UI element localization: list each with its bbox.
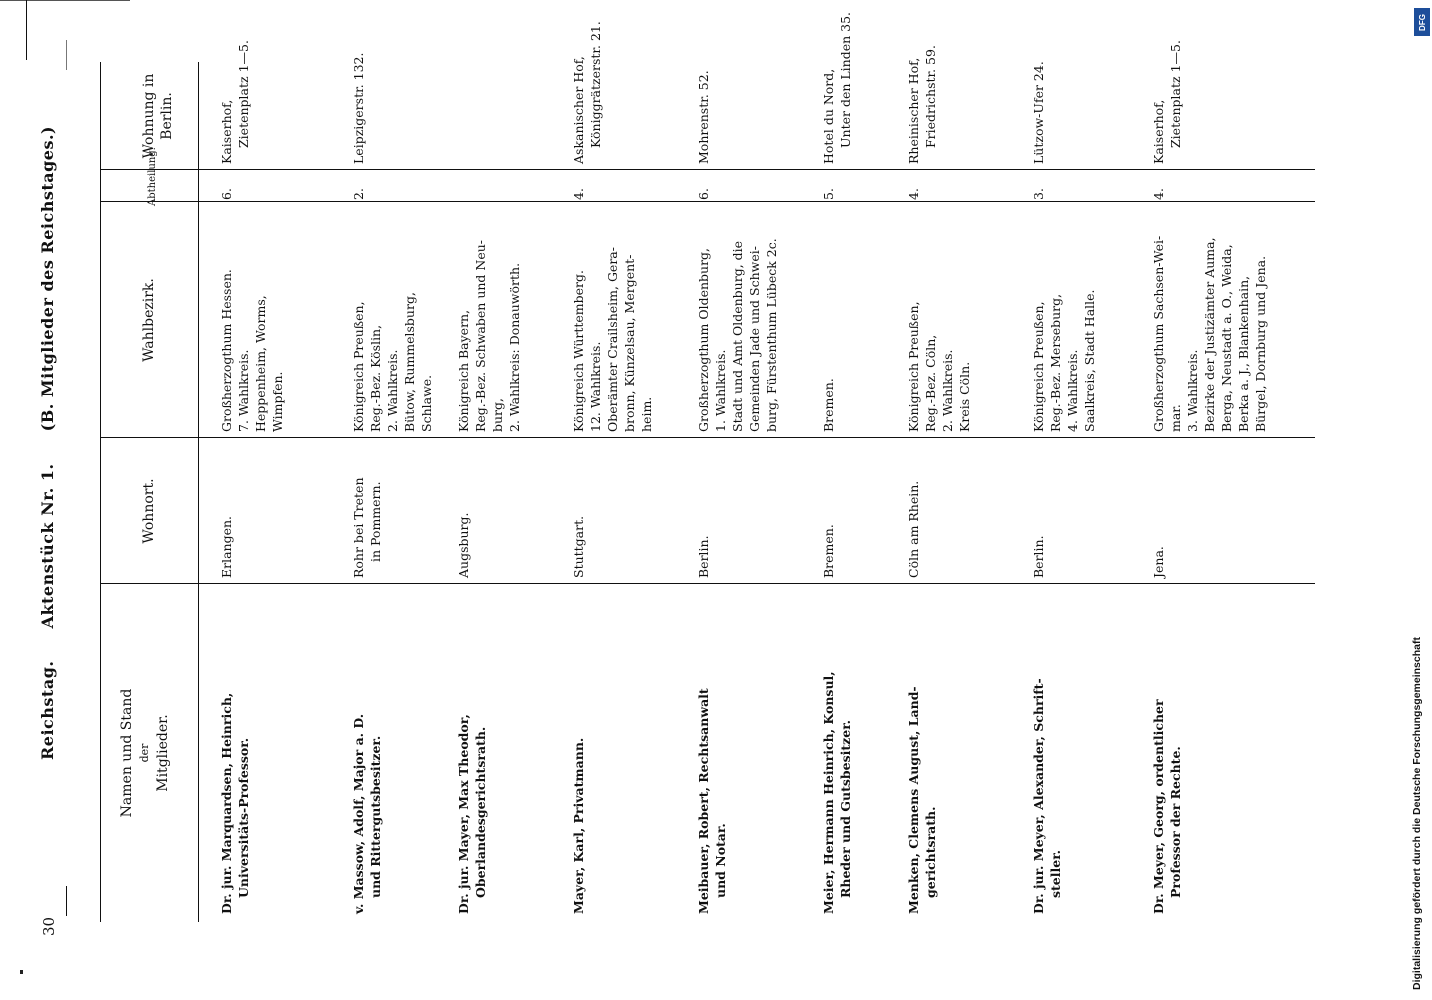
cell-line: Zietenplatz 1—5. xyxy=(236,40,251,148)
cell-line: Rheinischer Hof, xyxy=(906,57,921,164)
cell-residence xyxy=(218,440,235,578)
cell-line: Berlin. xyxy=(696,535,711,578)
table-top-rule xyxy=(100,62,101,922)
cell-line: 1. Wahlkreis. xyxy=(713,349,728,432)
cell-line: Meier, Hermann Heinrich, Konsul, xyxy=(821,671,836,914)
members-table xyxy=(100,11,1315,922)
cell-residence xyxy=(820,440,837,578)
cell-residence xyxy=(350,440,384,578)
cell-line: Leipzigerstr. 132. xyxy=(351,52,366,164)
cell-district xyxy=(350,206,435,432)
cell-line: Berka a. J., Blankenhain, xyxy=(1236,275,1251,432)
cell-line: 2. Wahlkreis. xyxy=(940,349,955,432)
cell-residence xyxy=(1030,440,1047,578)
cell-line: Schlawe. xyxy=(419,374,434,432)
cell-line: Dr. Meyer, Georg, ordentlicher xyxy=(1151,699,1166,914)
cell-line: Zietenplatz 1—5. xyxy=(1168,40,1183,148)
running-header xyxy=(38,100,57,760)
cell-line: Oberämter Crailsheim, Gera- xyxy=(605,247,620,432)
cell-line: 2. Wahlkreis. xyxy=(385,349,400,432)
cell-name xyxy=(455,588,489,914)
header-rule-right xyxy=(26,0,27,60)
cell-residence xyxy=(695,440,712,578)
cell-line: Augsburg. xyxy=(456,512,471,578)
column-header-district: Wahlbezirk. xyxy=(141,278,157,362)
column-header-line: Mitglieder. xyxy=(155,714,171,792)
cell-district xyxy=(1150,206,1269,432)
cell-line: Königgrätzerstr. 21. xyxy=(588,21,603,148)
table-header-rule xyxy=(198,62,199,922)
cell-line: mar. xyxy=(1168,404,1183,432)
dfg-logo xyxy=(1414,8,1430,36)
cell-berlin xyxy=(695,64,712,164)
cell-line: Hotel du Nord, xyxy=(821,68,836,164)
cell-line: Professor der Rechte. xyxy=(1168,746,1183,898)
cell-line: Königreich Bayern, xyxy=(456,309,471,432)
cell-name xyxy=(350,588,384,914)
header-rule-left xyxy=(66,886,67,916)
cell-line: und Notar. xyxy=(713,823,728,898)
cell-line: 6. xyxy=(219,188,234,200)
cell-order xyxy=(1150,172,1167,200)
cell-line: Stadt und Amt Oldenburg, die xyxy=(730,240,745,432)
cell-line: bronn, Künzelsau, Mergent- xyxy=(622,254,637,432)
header-left: Reichstag. xyxy=(38,660,57,760)
cell-berlin xyxy=(350,52,367,164)
cell-line: burg, Fürstenthum Lübeck 2c. xyxy=(764,238,779,432)
cell-district xyxy=(455,206,523,432)
cell-district xyxy=(820,206,837,432)
column-header-order: Abtheilung. xyxy=(147,147,158,206)
cell-line: Oberlandesgerichtsrath. xyxy=(473,726,488,898)
cell-order xyxy=(350,172,367,200)
cell-line: Stuttgart. xyxy=(571,515,586,578)
cell-order xyxy=(218,172,235,200)
cell-line: Kaiserhof, xyxy=(219,99,234,164)
cell-line: Heppenheim, Worms, xyxy=(253,295,268,432)
cell-line: Meibauer, Robert, Rechtsanwalt xyxy=(696,688,711,914)
cell-line: Reg.-Bez. Merseburg, xyxy=(1048,293,1063,432)
cell-line: Königreich Preußen, xyxy=(351,301,366,432)
cell-line: Jena. xyxy=(1151,546,1166,578)
cell-line: Reg.-Bez. Schwaben und Neu- xyxy=(473,240,488,432)
header-right: (B. Mitglieder des Reichstages.) xyxy=(38,125,57,432)
cell-line: Großherzogthum Sachsen-Wei- xyxy=(1151,235,1166,432)
cell-residence xyxy=(905,440,922,578)
cell-line: Königreich Preußen, xyxy=(1031,301,1046,432)
cell-line: gerichtsrath. xyxy=(923,806,938,898)
cell-line: Königreich Preußen, xyxy=(906,301,921,432)
column-divider xyxy=(100,437,1315,438)
cell-line: Menken, Clemens August, Land- xyxy=(906,686,921,914)
column-divider xyxy=(100,201,1315,202)
cell-line: Bremen. xyxy=(821,378,836,432)
cell-line: Askanischer Hof, xyxy=(571,56,586,164)
cell-residence xyxy=(455,440,472,578)
cell-line: Bürgel, Dornburg und Jena. xyxy=(1253,255,1268,432)
cell-berlin xyxy=(218,40,252,164)
cell-name xyxy=(1030,588,1064,914)
column-header-line: der xyxy=(138,743,151,763)
column-divider xyxy=(100,169,1315,170)
cell-district xyxy=(695,206,780,432)
cell-line: heim. xyxy=(639,396,654,432)
cell-line: Königreich Württemberg. xyxy=(571,270,586,432)
cell-line: Reg.-Bez. Köslin, xyxy=(368,324,383,432)
cell-line: 4. Wahlkreis. xyxy=(1065,349,1080,432)
cell-line: Friedrichstr. 59. xyxy=(923,45,938,148)
cell-line: 4. xyxy=(1151,188,1166,200)
cell-line: 3. xyxy=(1031,188,1046,200)
cell-line: Erlangen. xyxy=(219,515,234,578)
cell-line: v. Massow, Adolf, Major a. D. xyxy=(351,713,366,914)
cell-line: Reg.-Bez. Cöln, xyxy=(923,334,938,432)
cell-line: Gemeinden Jade und Schwei- xyxy=(747,246,762,432)
cell-order xyxy=(695,172,712,200)
cell-line: Wimpfen. xyxy=(270,371,285,432)
cell-line: Großherzogthum Oldenburg, xyxy=(696,247,711,432)
column-header-berlin: Wohnung in Berlin. xyxy=(141,73,175,159)
column-header-line: Namen und Stand xyxy=(119,688,135,818)
cell-line: 4. xyxy=(906,188,921,200)
cell-line: Saalkreis, Stadt Halle. xyxy=(1082,289,1097,432)
cell-line: 2. Wahlkreis: Donauwörth. xyxy=(507,262,522,432)
header-middle: Aktenstück Nr. 1. xyxy=(38,463,57,629)
cell-name xyxy=(820,588,854,914)
cell-line: Universitäts-Professor. xyxy=(236,737,251,898)
cell-line: Unter den Linden 35. xyxy=(838,11,853,148)
cell-line: 6. xyxy=(696,188,711,200)
funding-notice: Digitalisierung gefördert durch die Deutsche Forschungsgemeinschaft xyxy=(1411,637,1423,990)
cell-line: steller. xyxy=(1048,849,1063,898)
cell-line: Rheder und Gutsbesitzer. xyxy=(838,720,853,898)
cell-district xyxy=(1030,206,1098,432)
cell-order xyxy=(570,172,587,200)
cell-line: Cöln am Rhein. xyxy=(906,480,921,578)
cell-district xyxy=(570,206,655,432)
cell-line: 7. Wahlkreis. xyxy=(236,349,251,432)
cell-district xyxy=(905,206,973,432)
cell-name xyxy=(218,588,252,914)
cell-line: Bremen. xyxy=(821,524,836,578)
cell-line: Kaiserhof, xyxy=(1151,99,1166,164)
cell-line: Bezirke der Justizämter Auma, xyxy=(1202,237,1217,432)
cell-line: Dr. jur. Marquardsen, Heinrich, xyxy=(219,692,234,914)
cell-line: in Pommern. xyxy=(368,481,383,562)
cell-line: Kreis Cöln. xyxy=(957,361,972,432)
cell-berlin xyxy=(1030,61,1047,164)
cell-line: 4. xyxy=(571,188,586,200)
cell-line: 12. Wahlkreis. xyxy=(588,341,603,432)
cell-berlin xyxy=(1150,40,1184,164)
cell-order xyxy=(820,172,837,200)
cell-line: Bütow, Rummelsburg, xyxy=(402,292,417,432)
cell-berlin xyxy=(905,45,939,164)
cell-line: Großherzogthum Hessen. xyxy=(219,269,234,432)
cell-order xyxy=(905,172,922,200)
cell-line: 3. Wahlkreis. xyxy=(1185,349,1200,432)
cell-line: Dr. jur. Meyer, Alexander, Schrift- xyxy=(1031,678,1046,914)
cell-name xyxy=(695,588,729,914)
cell-berlin xyxy=(820,11,854,164)
cell-berlin xyxy=(570,21,604,164)
cell-line: 2. xyxy=(351,188,366,200)
cell-line: Mohrenstr. 52. xyxy=(696,70,711,164)
cell-residence xyxy=(1150,440,1167,578)
cell-district xyxy=(218,206,286,432)
cell-name xyxy=(1150,588,1184,914)
cell-line: Mayer, Karl, Privatmann. xyxy=(571,737,586,914)
cell-residence xyxy=(570,440,587,578)
cell-order xyxy=(1030,172,1047,200)
cell-name xyxy=(570,588,587,914)
page-number: 30 xyxy=(40,916,58,936)
cell-line: Rohr bei Treten xyxy=(351,477,366,578)
cell-line: 5. xyxy=(821,188,836,200)
cell-line: Lützow-Ufer 24. xyxy=(1031,61,1046,164)
column-header-residence: Wohnort. xyxy=(141,478,157,544)
cell-line: Berga, Neustadt a. O., Weida, xyxy=(1219,244,1234,432)
cell-line: Berlin. xyxy=(1031,535,1046,578)
dfg-logo-text: DFG xyxy=(1417,13,1427,31)
cell-line: und Rittergutsbesitzer. xyxy=(368,735,383,898)
cell-name xyxy=(905,588,939,914)
cell-line: burg, xyxy=(490,397,505,432)
column-header-name xyxy=(118,584,172,922)
column-divider xyxy=(100,583,1315,584)
cell-line: Dr. jur. Mayer, Max Theodor, xyxy=(456,714,471,914)
